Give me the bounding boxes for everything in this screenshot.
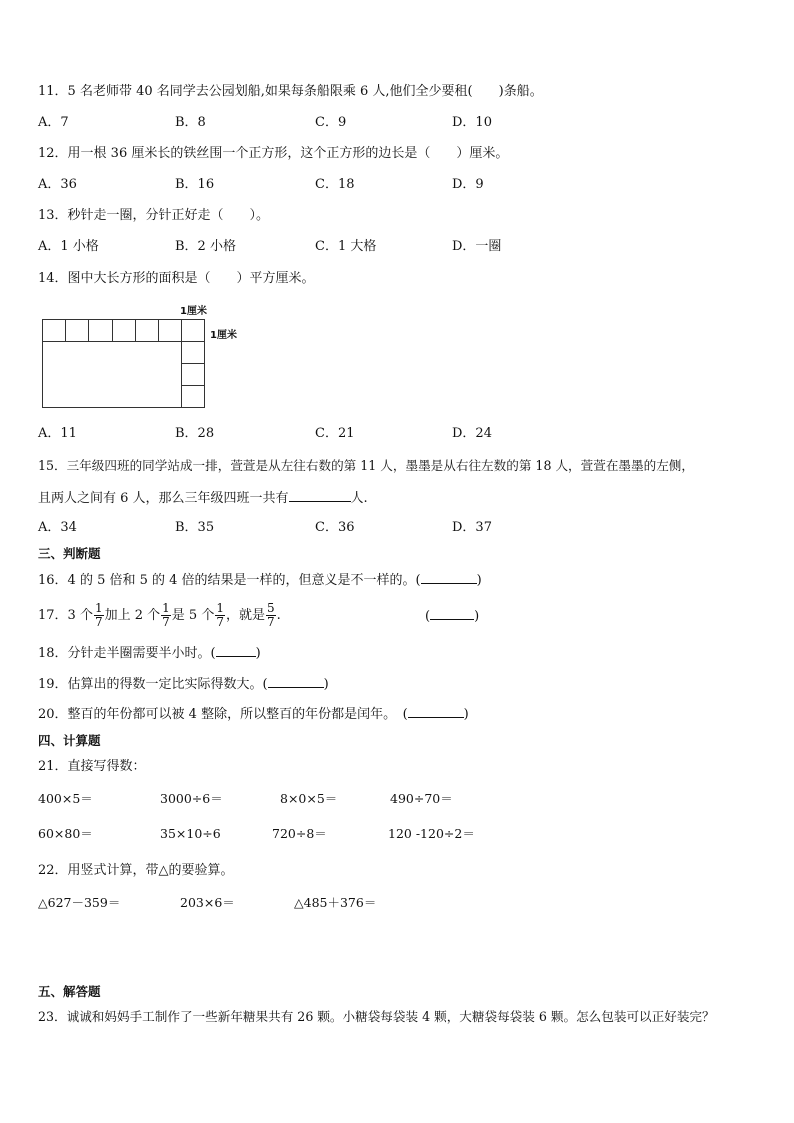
calc-item: 120 -120÷2＝ (388, 826, 475, 841)
fraction (94, 602, 104, 629)
fraction (161, 602, 171, 629)
option-c[interactable]: C．18 (315, 177, 355, 192)
option-a[interactable]: A．7 (38, 115, 69, 130)
question-15-line-2 (38, 489, 368, 508)
answer-blank[interactable] (268, 675, 324, 688)
option-d[interactable]: D．24 (452, 426, 492, 441)
question-15-options (38, 519, 598, 537)
option-b[interactable]: B．2 小格 (175, 239, 236, 254)
question-11-options (38, 114, 598, 132)
answer-blank[interactable] (430, 607, 474, 620)
question-18-text: 18．分针走半圈需要半小时。( (38, 646, 216, 661)
question-20-text: 20．整百的年份都可以被 4 整除，所以整百的年份都是闰年。 ( (38, 707, 408, 722)
label-1cm-side: 1厘米 (210, 330, 237, 341)
option-c[interactable]: C．36 (315, 520, 355, 535)
question-15-suffix: 人. (350, 491, 368, 506)
calc-item: 400×5＝ (38, 791, 93, 806)
numerator: 1 (162, 601, 170, 615)
question-16-text: 16．4 的 5 倍和 5 的 4 倍的结果是一样的，但意义是不一样的。( (38, 573, 421, 588)
rectangle-figure (38, 300, 258, 412)
paren-close: ) (255, 646, 261, 661)
question-18 (38, 644, 261, 663)
question-17-part: ，就是 (225, 608, 265, 623)
question-21: 21．直接写得数： (38, 759, 146, 774)
label-1cm-top: 1厘米 (180, 306, 207, 317)
question-13: 13．秒针走一圈，分针正好走（ ）。 (38, 208, 270, 223)
question-17-part: 17．3 个 (38, 608, 93, 623)
section-heading-judgement: 三、判断题 (38, 546, 101, 561)
calc-item: 35×10÷6 (160, 826, 221, 841)
option-d[interactable]: D．9 (452, 177, 484, 192)
calc-item: 8×0×5＝ (280, 791, 338, 806)
paren-close: ) (474, 609, 480, 624)
denominator: 7 (162, 615, 170, 629)
section-heading-solution: 五、解答题 (38, 984, 101, 999)
option-b[interactable]: B．8 (175, 115, 206, 130)
option-c[interactable]: C．1 大格 (315, 239, 377, 254)
paren-open: ( (425, 609, 431, 624)
numerator: 1 (216, 601, 224, 615)
question-19-text: 19．估算出的得数一定比实际得数大。( (38, 677, 268, 692)
paren-close: ) (323, 677, 329, 692)
question-11: 11．5 名老师带 40 名同学去公园划船,如果每条船限乘 6 人,他们全少要租( )条船。 (38, 84, 543, 99)
option-d[interactable]: D．10 (452, 115, 492, 130)
answer-blank[interactable] (408, 705, 464, 718)
question-16 (38, 571, 482, 590)
question-17-part: 是 5 个 (171, 608, 215, 623)
paren-close: ) (476, 573, 482, 588)
question-14-options (38, 425, 598, 443)
denominator: 7 (94, 615, 103, 629)
fraction (266, 602, 276, 629)
fraction (215, 602, 225, 629)
question-15-text: 且两人之间有 6 人，那么三年级四班一共有 (38, 491, 289, 506)
question-17-part: . (276, 608, 281, 623)
denominator: 7 (266, 615, 275, 629)
option-a[interactable]: A．1 小格 (38, 239, 99, 254)
option-d[interactable]: D．37 (452, 520, 492, 535)
vertical-calc-item: △627－359＝ (38, 895, 121, 910)
question-12-options (38, 176, 598, 194)
option-a[interactable]: A．11 (38, 426, 77, 441)
option-c[interactable]: C．21 (315, 426, 355, 441)
section-heading-calculation: 四、计算题 (38, 733, 101, 748)
answer-blank[interactable] (289, 489, 351, 502)
numerator: 1 (94, 601, 103, 615)
question-22: 22．用竖式计算，带△的要验算。 (38, 863, 234, 878)
denominator: 7 (216, 615, 224, 629)
option-d[interactable]: D．一圈 (452, 239, 502, 254)
question-17-part: 加上 2 个 (104, 608, 161, 623)
question-19 (38, 675, 329, 694)
question-17-answer (425, 607, 479, 626)
calc-item: 720÷8＝ (272, 826, 327, 841)
option-b[interactable]: B．35 (175, 520, 215, 535)
answer-blank[interactable] (421, 571, 477, 584)
question-17 (38, 598, 281, 634)
question-20 (38, 705, 469, 724)
option-b[interactable]: B．16 (175, 177, 215, 192)
answer-blank[interactable] (216, 644, 256, 657)
calc-item: 60×80＝ (38, 826, 93, 841)
calc-item: 3000÷6＝ (160, 791, 223, 806)
question-12: 12．用一根 36 厘米长的铁丝围一个正方形，这个正方形的边长是（ ）厘米。 (38, 146, 509, 161)
question-15-line-1: 15．三年级四班的同学站成一排，萱萱是从左往右数的第 11 人，墨墨是从右往左数的第 18 人，萱萱在墨墨的左侧， (38, 458, 694, 473)
option-b[interactable]: B．28 (175, 426, 215, 441)
option-a[interactable]: A．36 (38, 177, 77, 192)
question-23: 23．诚诚和妈妈手工制作了一些新年糖果共有 26 颗。小糖袋每袋装 4 颗，大糖袋每袋装 6 颗。怎么包装可以正好装完？ (38, 1009, 715, 1024)
vertical-calc-item: 203×6＝ (180, 895, 235, 910)
vertical-calc-item: △485＋376＝ (294, 895, 377, 910)
option-c[interactable]: C．9 (315, 115, 347, 130)
numerator: 5 (266, 601, 275, 615)
option-a[interactable]: A．34 (38, 520, 77, 535)
question-14: 14．图中大长方形的面积是（ ）平方厘米。 (38, 271, 315, 286)
paren-close: ) (463, 707, 469, 722)
calc-item: 490÷70＝ (390, 791, 453, 806)
question-13-options (38, 238, 598, 256)
